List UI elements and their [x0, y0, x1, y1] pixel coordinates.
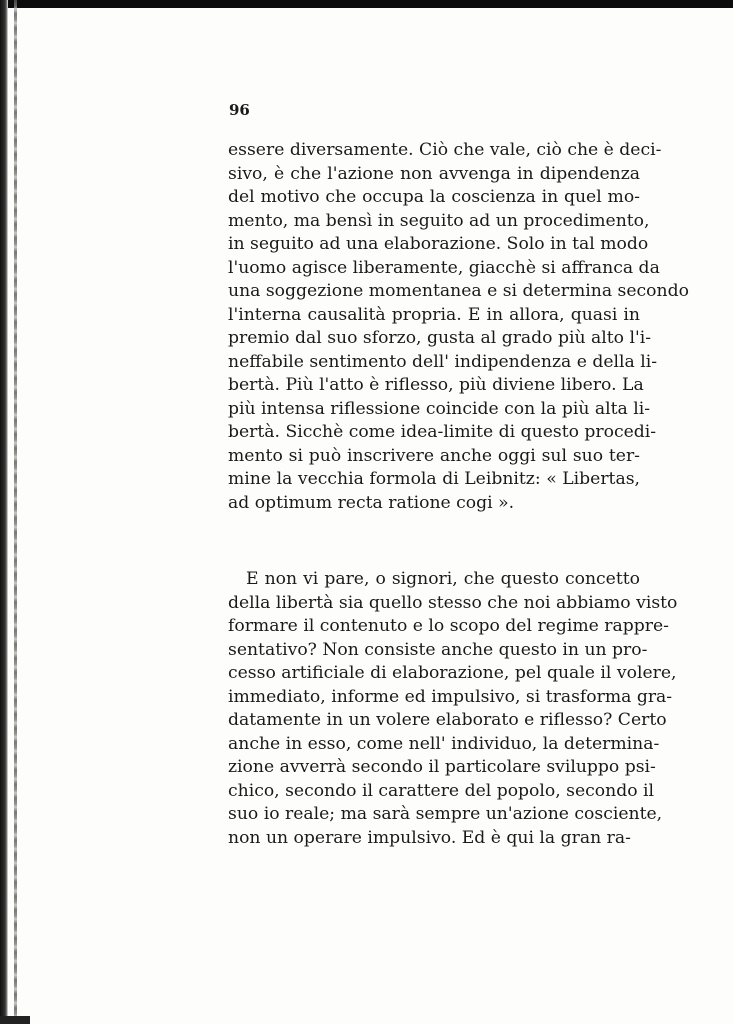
- paragraph-2: [228, 568, 678, 850]
- scan-binding-edge: [14, 0, 17, 1024]
- text-line: ad optimum recta ratione cogi ».: [228, 492, 515, 513]
- text-line: in seguito ad una elaborazione. Solo in tal modo: [228, 234, 649, 254]
- text-line: anche in esso, come nell' individuo, la determina-: [228, 733, 660, 754]
- text-line: una soggezione momentanea e si determina secondo: [228, 281, 689, 301]
- text-line: bertà. Più l'atto è riflesso, più diviene libero. La: [228, 375, 644, 395]
- text-line: premio dal suo sforzo, gusta al grado più alto l'i-: [228, 328, 651, 348]
- text-line: essere diversamente. Ciò che vale, ciò che è deci-: [228, 140, 662, 160]
- text-line: mento si può inscrivere anche oggi sul suo ter-: [228, 445, 640, 466]
- text-line: E non vi pare, o signori, che questo concetto: [246, 569, 640, 589]
- text-line: mine la vecchia formola di Leibnitz: « Libertas,: [228, 469, 640, 489]
- text-line: l'interna causalità propria. E in allora, quasi in: [228, 304, 640, 325]
- text-line: l'uomo agisce liberamente, giacchè si affranca da: [228, 257, 660, 278]
- text-line: cesso artificiale di elaborazione, pel quale il volere,: [228, 663, 677, 683]
- text-line: della libertà sia quello stesso che noi abbiamo visto: [228, 592, 678, 613]
- text-line: suo io reale; ma sarà sempre un'azione cosciente,: [228, 804, 663, 824]
- scan-corner-mark: [0, 1016, 30, 1024]
- text-line: immediato, informe ed impulsivo, si trasforma gra-: [228, 686, 673, 707]
- paragraph-1: [228, 139, 689, 515]
- page-number: 96: [229, 101, 250, 119]
- text-line: mento, ma bensì in seguito ad un procedimento,: [228, 210, 650, 231]
- text-line: formare il contenuto e lo scopo del regime rappre-: [228, 616, 669, 636]
- text-line: del motivo che occupa la coscienza in quel mo-: [228, 187, 640, 207]
- text-line: più intensa riflessione coincide con la più alta li-: [228, 398, 651, 419]
- text-line: zione avverrà secondo il particolare sviluppo psi-: [228, 757, 656, 777]
- text-line: sentativo? Non consiste anche questo in un pro-: [228, 639, 648, 660]
- scan-top-border: [0, 0, 733, 8]
- text-line: chico, secondo il carattere del popolo, secondo il: [228, 780, 655, 801]
- text-line: non un operare impulsivo. Ed è qui la gran ra-: [228, 827, 631, 848]
- text-line: neffabile sentimento dell' indipendenza e della li-: [228, 351, 658, 372]
- text-line: bertà. Sicchè come idea-limite di questo procedi-: [228, 422, 657, 442]
- scan-left-border: [0, 0, 8, 1024]
- text-line: sivo, è che l'azione non avvenga in dipendenza: [228, 163, 640, 184]
- text-line: datamente in un volere elaborato e riflesso? Certo: [228, 710, 667, 730]
